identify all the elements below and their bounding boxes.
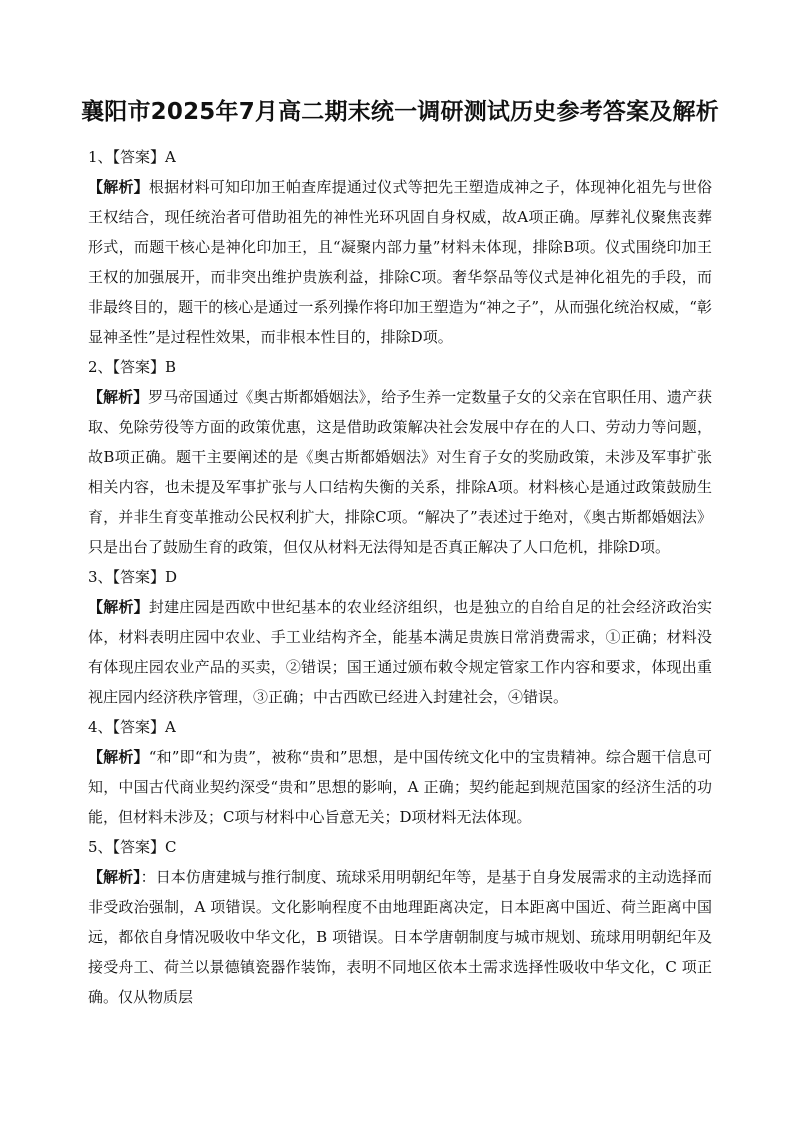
- explanation-text: 封建庄园是西欧中世纪基本的农业经济组织，也是独立的自给自足的社会经济政治实体，材料表明庄园中农业、手工业结构齐全，能基本满足贵族日常消费需求，①正确；材料没有体现庄园农业产品的买卖，②错误；国王通过颁布敕令规定管家工作内容和要求，体现出重视庄园内经济秩序管理，③正确；中古西欧已经进入封建社会，④错误。: [88, 598, 712, 706]
- explanation-label: 【解析】: [88, 868, 141, 886]
- explanation-4: [88, 742, 712, 832]
- document-title: 襄阳市2025年7月高二期末统一调研测试历史参考答案及解析: [81, 99, 719, 125]
- answer-line-1: 1、【答案】A: [88, 148, 176, 166]
- explanation-text: 罗马帝国通过《奥古斯都婚姻法》，给予生养一定数量子女的父亲在官职任用、遗产获取、免除劳役等方面的政策优惠，这是借助政策解决社会发展中存在的人口、劳动力等问题，故B项正确。题干主要阐述的是《奥古斯都婚姻法》对生育子女的奖励政策，未涉及军事扩张相关内容，也未提及军事扩张与人口结构失衡的关系，排除A项。材料核心是通过政策鼓励生育，并非生育变革推动公民权利扩大，排除C项。“解决了”表述过于绝对，《奥古斯都婚姻法》只是出台了鼓励生育的政策，但仅从材料无法得知是否真正解决了人口危机，排除D项。: [88, 388, 712, 556]
- explanation-label: 【解析】: [88, 178, 149, 196]
- answer-list: [88, 142, 712, 1012]
- explanation-1: [88, 172, 712, 352]
- answer-line-2: 2、【答案】B: [88, 358, 177, 376]
- explanation-text: 根据材料可知印加王帕查库提通过仪式等把先王塑造成神之子，体现神化祖先与世俗王权结合，现任统治者可借助祖先的神性光环巩固自身权威，故A项正确。厚葬礼仪聚焦丧葬形式，而题干核心是神化印加王，且“凝聚内部力量”材料未体现，排除B项。仪式围绕印加王王权的加强展开，而非突出维护贵族利益，排除C项。奢华祭品等仪式是神化祖先的手段，而非最终目的，题干的核心是通过一系列操作将印加王塑造为“神之子”，从而强化统治权威，“彰显神圣性”是过程性效果，而非根本性目的，排除D项。: [88, 178, 712, 346]
- explanation-2: [88, 382, 712, 562]
- explanation-label: 【解析】: [88, 388, 149, 406]
- explanation-text: “和”即“和为贵”，被称“贵和”思想，是中国传统文化中的宝贵精神。综合题干信息可知，中国古代商业契约深受“贵和”思想的影响，A 正确；契约能起到规范国家的经济生活的功能，但材料未涉及；C项与材料中心旨意无关；D项材料无法体现。: [88, 748, 712, 826]
- answer-line-3: 3、【答案】D: [88, 568, 178, 586]
- answer-line-5: 5、【答案】C: [88, 838, 177, 856]
- explanation-label: 【解析】: [88, 598, 149, 616]
- answer-line-4: 4、【答案】A: [88, 718, 176, 736]
- explanation-5: [88, 862, 712, 1012]
- explanation-label: 【解析】: [88, 748, 149, 766]
- explanation-3: [88, 592, 712, 712]
- explanation-text: ：日本仿唐建城与推行制度、琉球采用明朝纪年等，是基于自身发展需求的主动选择而非受政治强制，A 项错误。文化影响程度不由地理距离决定，日本距离中国近、荷兰距离中国远，都依自身情况吸收中华文化，B 项错误。日本学唐朝制度与城市规划、琉球用明朝纪年及接受舟工、荷兰以景德镇瓷器作装饰，表明不同地区依本土需求选择性吸收中华文化，C 项正确。仅从物质层: [88, 868, 712, 1006]
